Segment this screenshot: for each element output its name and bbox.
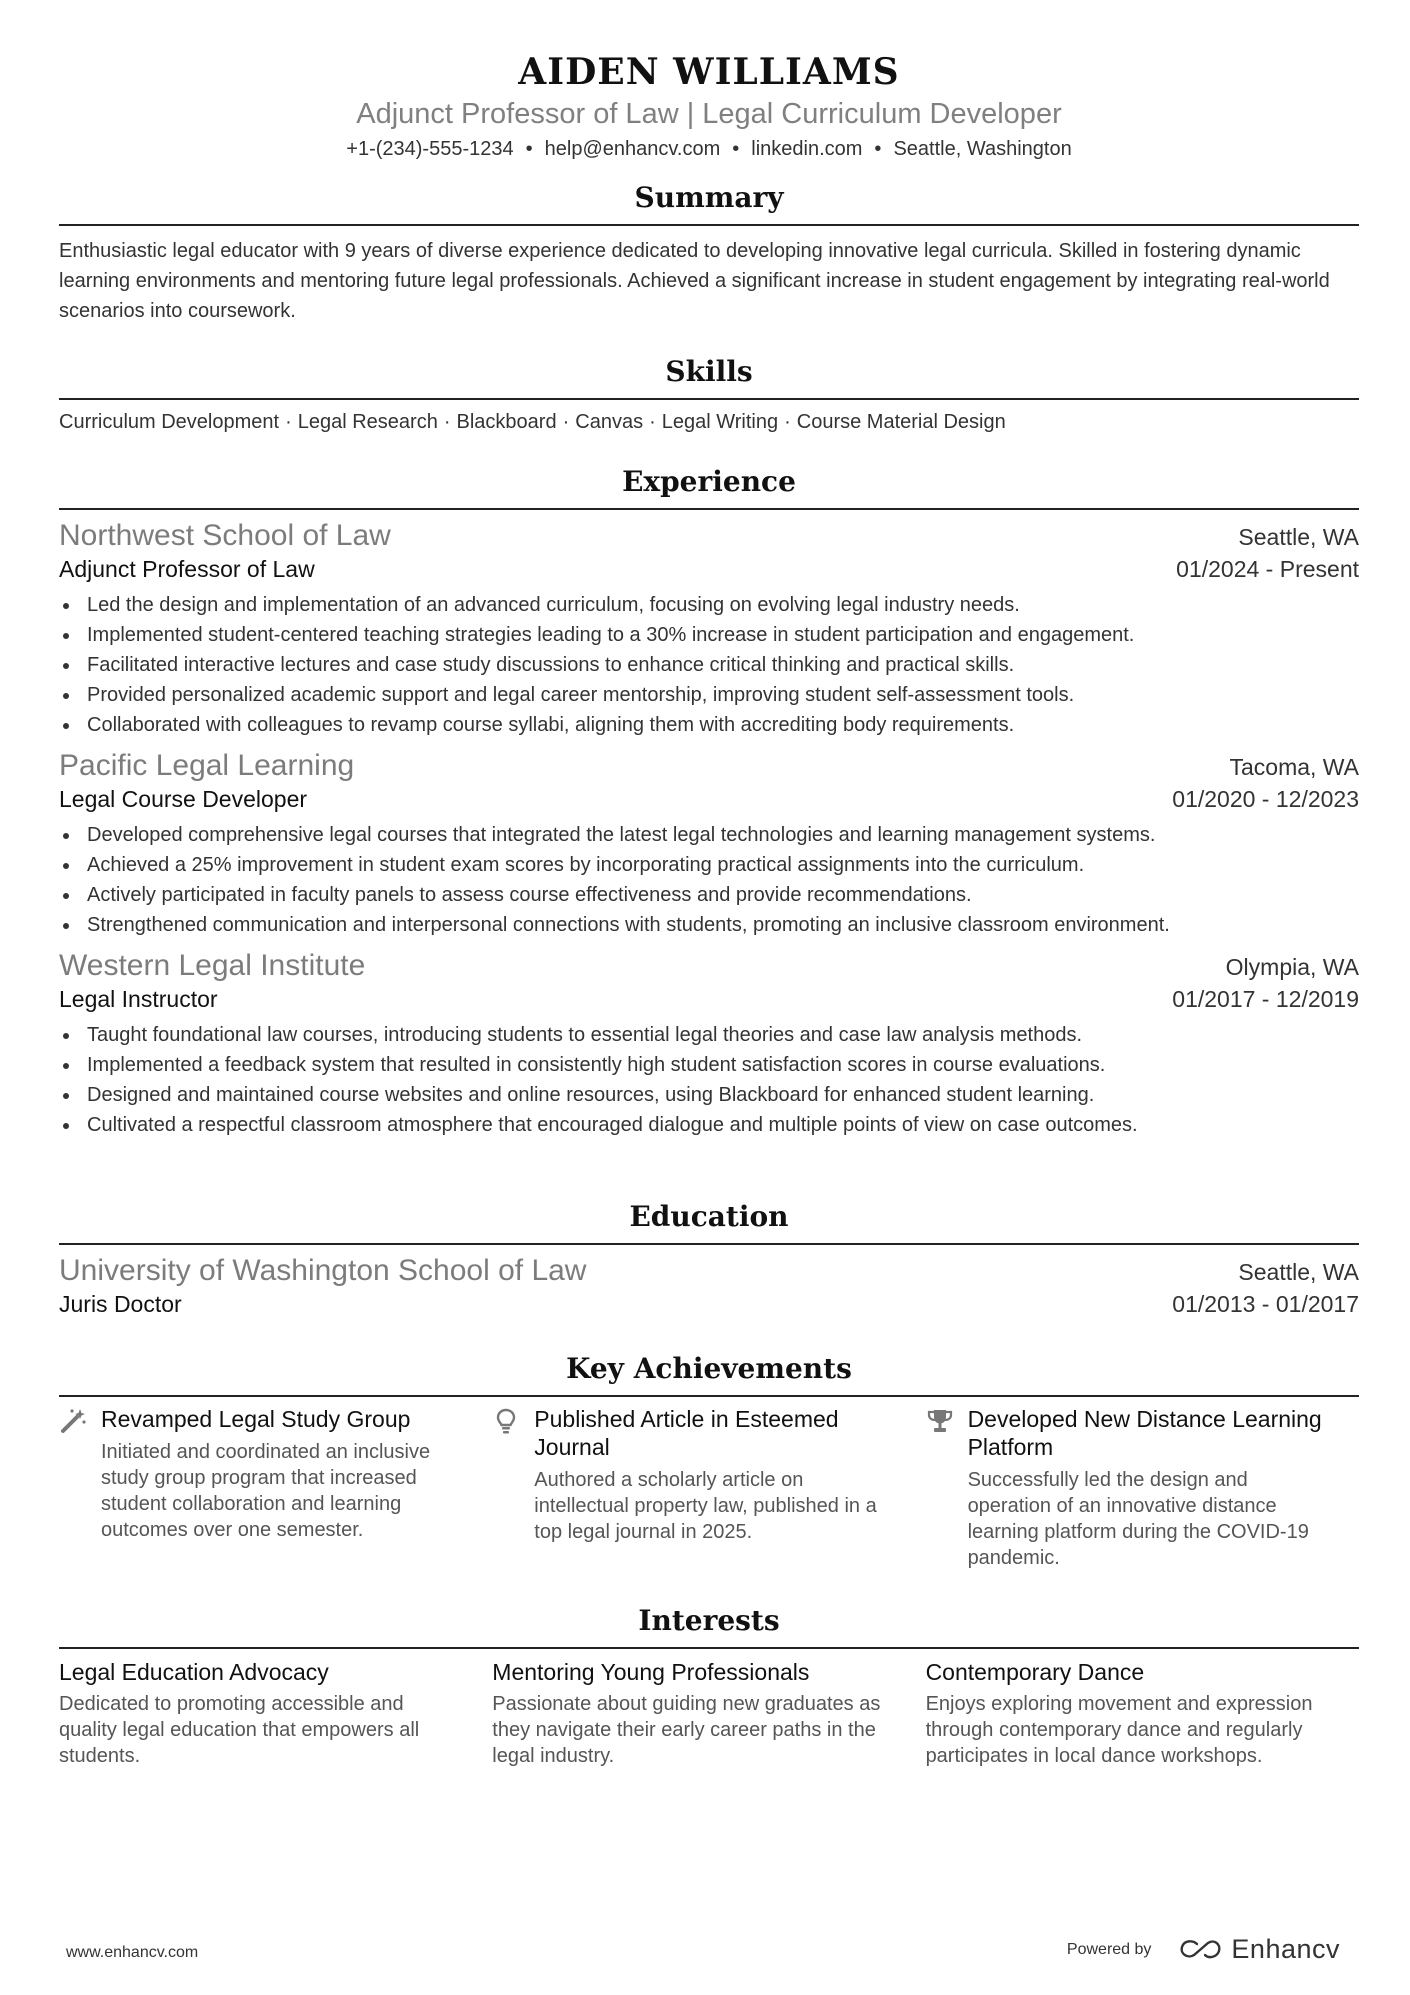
location: Seattle, Washington (893, 138, 1072, 160)
job-title: Adjunct Professor of Law (59, 556, 315, 582)
education-dates: 01/2013 - 01/2017 (1172, 1291, 1359, 1317)
brand-name: Enhancv (1231, 1934, 1340, 1964)
lightbulb-icon (492, 1405, 534, 1545)
phone[interactable]: +1-(234)-555-1234 (346, 138, 514, 160)
experience-section (59, 464, 1359, 1140)
powered-by-label: Powered by (1066, 1940, 1152, 1958)
achievement-title: Published Article in Esteemed Journal (534, 1406, 839, 1460)
candidate-name: AIDEN WILLIAMS (518, 51, 900, 93)
section-title: Interests (59, 1603, 1359, 1649)
enhancv-logo-icon (1179, 1938, 1223, 1962)
skill-item: Blackboard (456, 411, 557, 433)
separator-dot: • (525, 138, 533, 160)
skill-item: Legal Writing (661, 411, 779, 433)
interest-title: Legal Education Advocacy (59, 1659, 329, 1685)
job-entry (59, 518, 1359, 740)
achievement-desc: Authored a scholarly article on intellectual property law, published in a top legal journal in 2025. (534, 1469, 877, 1543)
achievement-title: Developed New Distance Learning Platform (967, 1406, 1322, 1460)
job-bullets (59, 820, 1359, 940)
job-location: Olympia, WA (1225, 954, 1359, 980)
contact-line (59, 136, 1359, 162)
degree: Juris Doctor (59, 1291, 182, 1317)
skill-separator: · (562, 411, 570, 433)
job-entry (59, 948, 1359, 1140)
education-section (59, 1199, 1359, 1319)
bullet-item: Taught foundational law courses, introducing students to essential legal theories and case law analysis methods. (59, 1020, 1359, 1050)
interest-desc: Enjoys exploring movement and expression through contemporary dance and regularly participates in local dance workshops. (925, 1693, 1313, 1767)
interest-item (492, 1649, 925, 1769)
skill-separator: · (443, 411, 451, 433)
company-name: Northwest School of Law (59, 519, 391, 552)
interest-item (926, 1649, 1359, 1769)
interests-section (59, 1603, 1359, 1769)
resume-page (59, 0, 1359, 1767)
job-location: Seattle, WA (1238, 524, 1359, 550)
job-title: Legal Course Developer (59, 786, 308, 812)
job-title: Legal Instructor (59, 986, 218, 1012)
job-dates: 01/2020 - 12/2023 (1172, 786, 1359, 812)
bullet-item: Implemented student-centered teaching strategies leading to a 30% increase in student participation and engagement. (59, 620, 1359, 650)
school-location: Seattle, WA (1238, 1259, 1359, 1285)
summary-section (59, 180, 1359, 326)
email[interactable]: help@enhancv.com (544, 138, 721, 160)
bullet-item: Developed comprehensive legal courses that integrated the latest legal technologies and learning management systems. (59, 820, 1359, 850)
skill-item: Canvas (575, 411, 644, 433)
job-bullets (59, 1020, 1359, 1140)
bullet-item: Cultivated a respectful classroom atmosphere that encouraged dialogue and multiple points of view on case outcomes. (59, 1110, 1359, 1140)
section-title: Summary (59, 180, 1359, 226)
skill-separator: · (784, 411, 791, 433)
job-bullets (59, 590, 1359, 740)
skill-separator: · (285, 411, 292, 433)
headline: Adjunct Professor of Law | Legal Curriculum Developer (356, 98, 1062, 130)
section-title: Experience (59, 464, 1359, 510)
interest-item (59, 1649, 492, 1769)
bullet-item: Facilitated interactive lectures and case study discussions to enhance critical thinking and practical skills. (59, 650, 1359, 680)
trophy-icon (926, 1405, 968, 1571)
section-title: Key Achievements (59, 1351, 1359, 1397)
job-location: Tacoma, WA (1229, 754, 1359, 780)
job-dates: 01/2024 - Present (1176, 556, 1359, 582)
school-name: University of Washington School of Law (59, 1254, 587, 1287)
bullet-item: Strengthened communication and interpersonal connections with students, promoting an inclusive classroom environment. (59, 910, 1359, 940)
interest-title: Mentoring Young Professionals (492, 1659, 810, 1685)
education-entry (59, 1253, 1359, 1319)
achievement-desc: Successfully led the design and operation of an innovative distance learning platform during the COVID-19 pandemic. (967, 1469, 1309, 1569)
achievement-title: Revamped Legal Study Group (101, 1406, 411, 1432)
skill-item: Course Material Design (796, 411, 1006, 433)
interest-title: Contemporary Dance (925, 1659, 1145, 1685)
achievement-item (492, 1405, 897, 1545)
magic-wand-icon (59, 1405, 101, 1543)
bullet-item: Achieved a 25% improvement in student exam scores by incorporating practical assignments into the curriculum. (59, 850, 1359, 880)
footer-website-link[interactable]: www.enhancv.com (66, 1944, 199, 1961)
achievement-desc: Initiated and coordinated an inclusive study group program that increased student collaboration and learning outcomes over one semester. (101, 1441, 431, 1541)
achievements-section (59, 1351, 1359, 1571)
interest-desc: Dedicated to promoting accessible and quality legal education that empowers all students. (59, 1693, 420, 1767)
achievement-item (59, 1405, 464, 1543)
separator-dot: • (874, 138, 882, 160)
summary-text: Enthusiastic legal educator with 9 years of diverse experience dedicated to developing innovative legal curricula. Skilled in fostering dynamic learning environments and mentoring future legal professionals. Achieved a significant increase in student engagement by integrating real-world scenarios into coursework. (59, 240, 1330, 322)
bullet-item: Actively participated in faculty panels to assess course effectiveness and provide recommendations. (59, 880, 1359, 910)
skills-section (59, 354, 1359, 436)
interest-desc: Passionate about guiding new graduates as they navigate their early career paths in the legal industry. (492, 1693, 881, 1767)
skills-list (59, 408, 1359, 436)
job-entry (59, 748, 1359, 940)
bullet-item: Designed and maintained course websites and online resources, using Blackboard for enhanced student learning. (59, 1080, 1359, 1110)
bullet-item: Provided personalized academic support and legal career mentorship, improving student self-assessment tools. (59, 680, 1359, 710)
section-title: Skills (59, 354, 1359, 400)
separator-dot: • (732, 138, 740, 160)
company-name: Pacific Legal Learning (59, 749, 355, 782)
section-title: Education (59, 1199, 1359, 1245)
linkedin-link[interactable]: linkedin.com (751, 138, 863, 160)
skill-separator: · (649, 411, 656, 433)
bullet-item: Implemented a feedback system that resulted in consistently high student satisfaction scores in course evaluations. (59, 1050, 1359, 1080)
achievement-item (926, 1405, 1331, 1571)
bullet-item: Collaborated with colleagues to revamp course syllabi, aligning them with accrediting body requirements. (59, 710, 1359, 740)
skill-item: Legal Research (297, 411, 438, 433)
job-dates: 01/2017 - 12/2019 (1172, 986, 1359, 1012)
bullet-item: Led the design and implementation of an advanced curriculum, focusing on evolving legal industry needs. (59, 590, 1359, 620)
footer-branding[interactable] (1067, 1934, 1340, 1965)
skill-item: Curriculum Development (59, 411, 280, 433)
company-name: Western Legal Institute (59, 949, 366, 982)
